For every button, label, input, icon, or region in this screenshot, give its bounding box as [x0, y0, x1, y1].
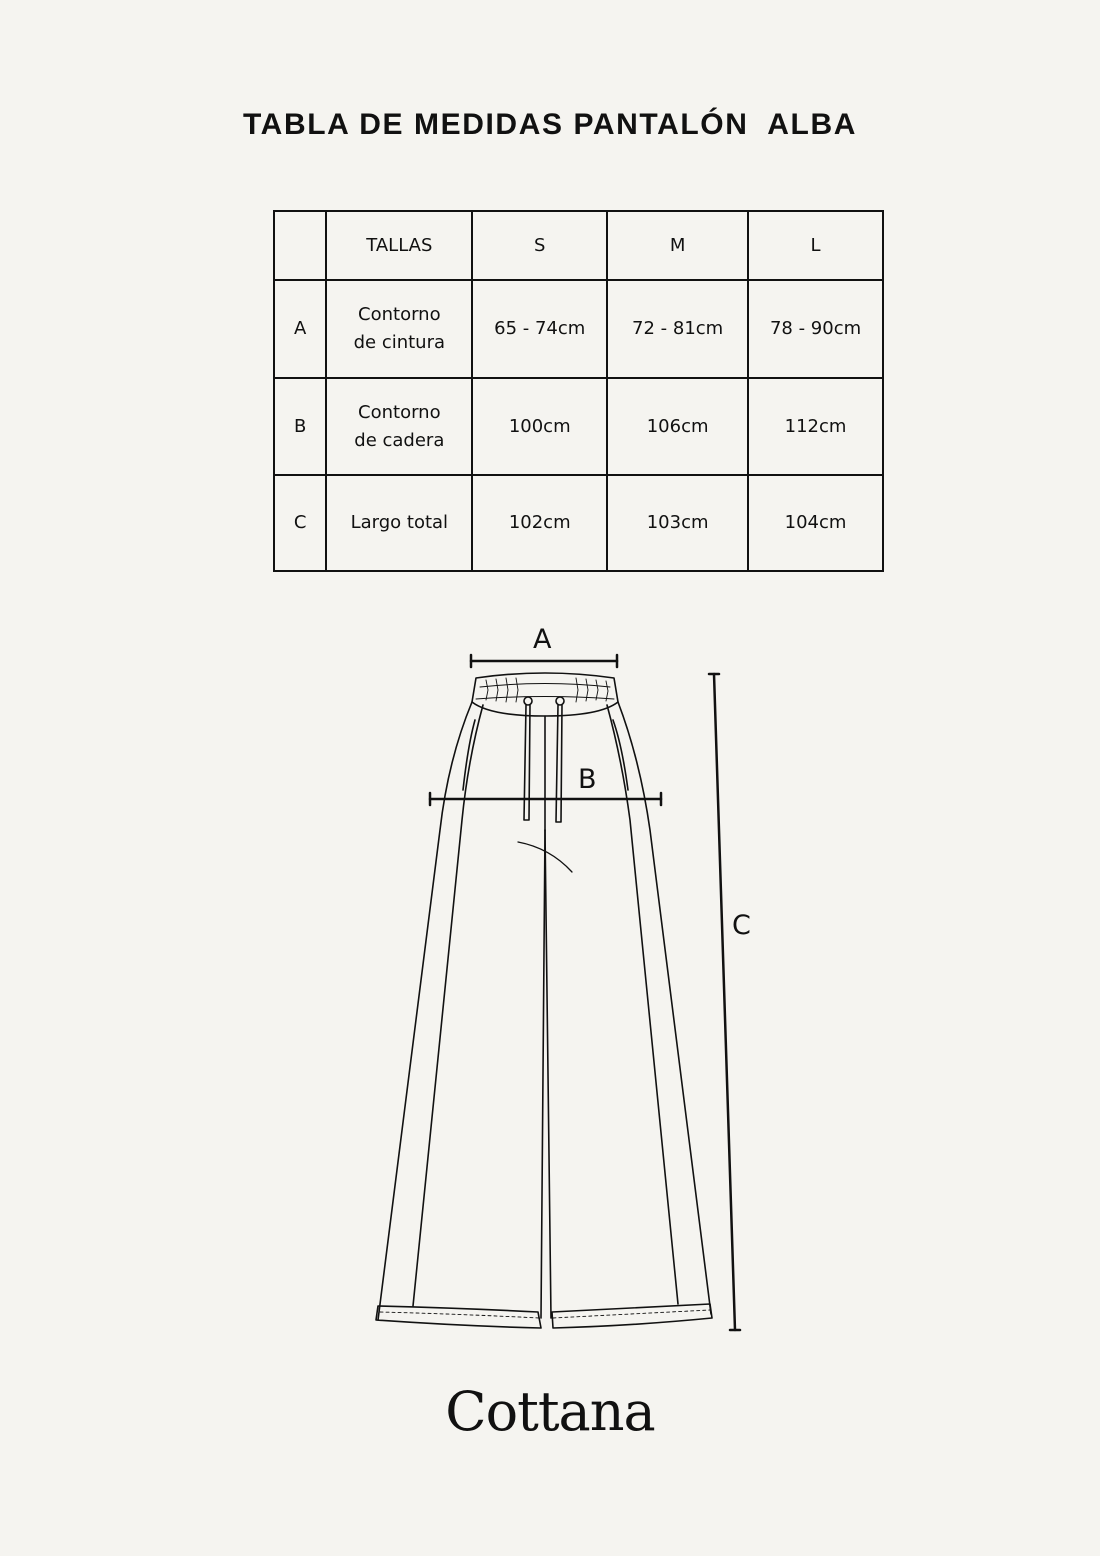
label-a: A [533, 624, 552, 655]
size-m-value: 106cm [607, 378, 748, 475]
measure-key: C [274, 475, 326, 571]
table-header-cell: TALLAS [326, 211, 472, 280]
measure-label: Largo total [326, 475, 472, 571]
size-m-value: 72 - 81cm [607, 280, 748, 378]
size-l-value: 104cm [748, 475, 883, 571]
size-s-value: 65 - 74cm [472, 280, 607, 378]
table-header-cell: M [607, 211, 748, 280]
measure-label: Contorno de cintura [326, 280, 472, 378]
measure-label: Contorno de cadera [326, 378, 472, 475]
size-l-value: 112cm [748, 378, 883, 475]
brand-logo: Cottana [445, 1380, 655, 1443]
measure-key: B [274, 378, 326, 475]
size-m-value: 103cm [607, 475, 748, 571]
measure-line-a [471, 655, 617, 667]
size-s-value: 100cm [472, 378, 607, 475]
size-s-value: 102cm [472, 475, 607, 571]
measure-line-c [709, 674, 740, 1330]
table-header-cell: S [472, 211, 607, 280]
label-b: B [578, 764, 597, 795]
label-c: C [732, 910, 751, 941]
size-l-value: 78 - 90cm [748, 280, 883, 378]
measure-key: A [274, 280, 326, 378]
page-title: TABLA DE MEDIDAS PANTALÓN ALBA [242, 108, 857, 141]
pants-outline [376, 673, 712, 1328]
table-header-cell: L [748, 211, 883, 280]
